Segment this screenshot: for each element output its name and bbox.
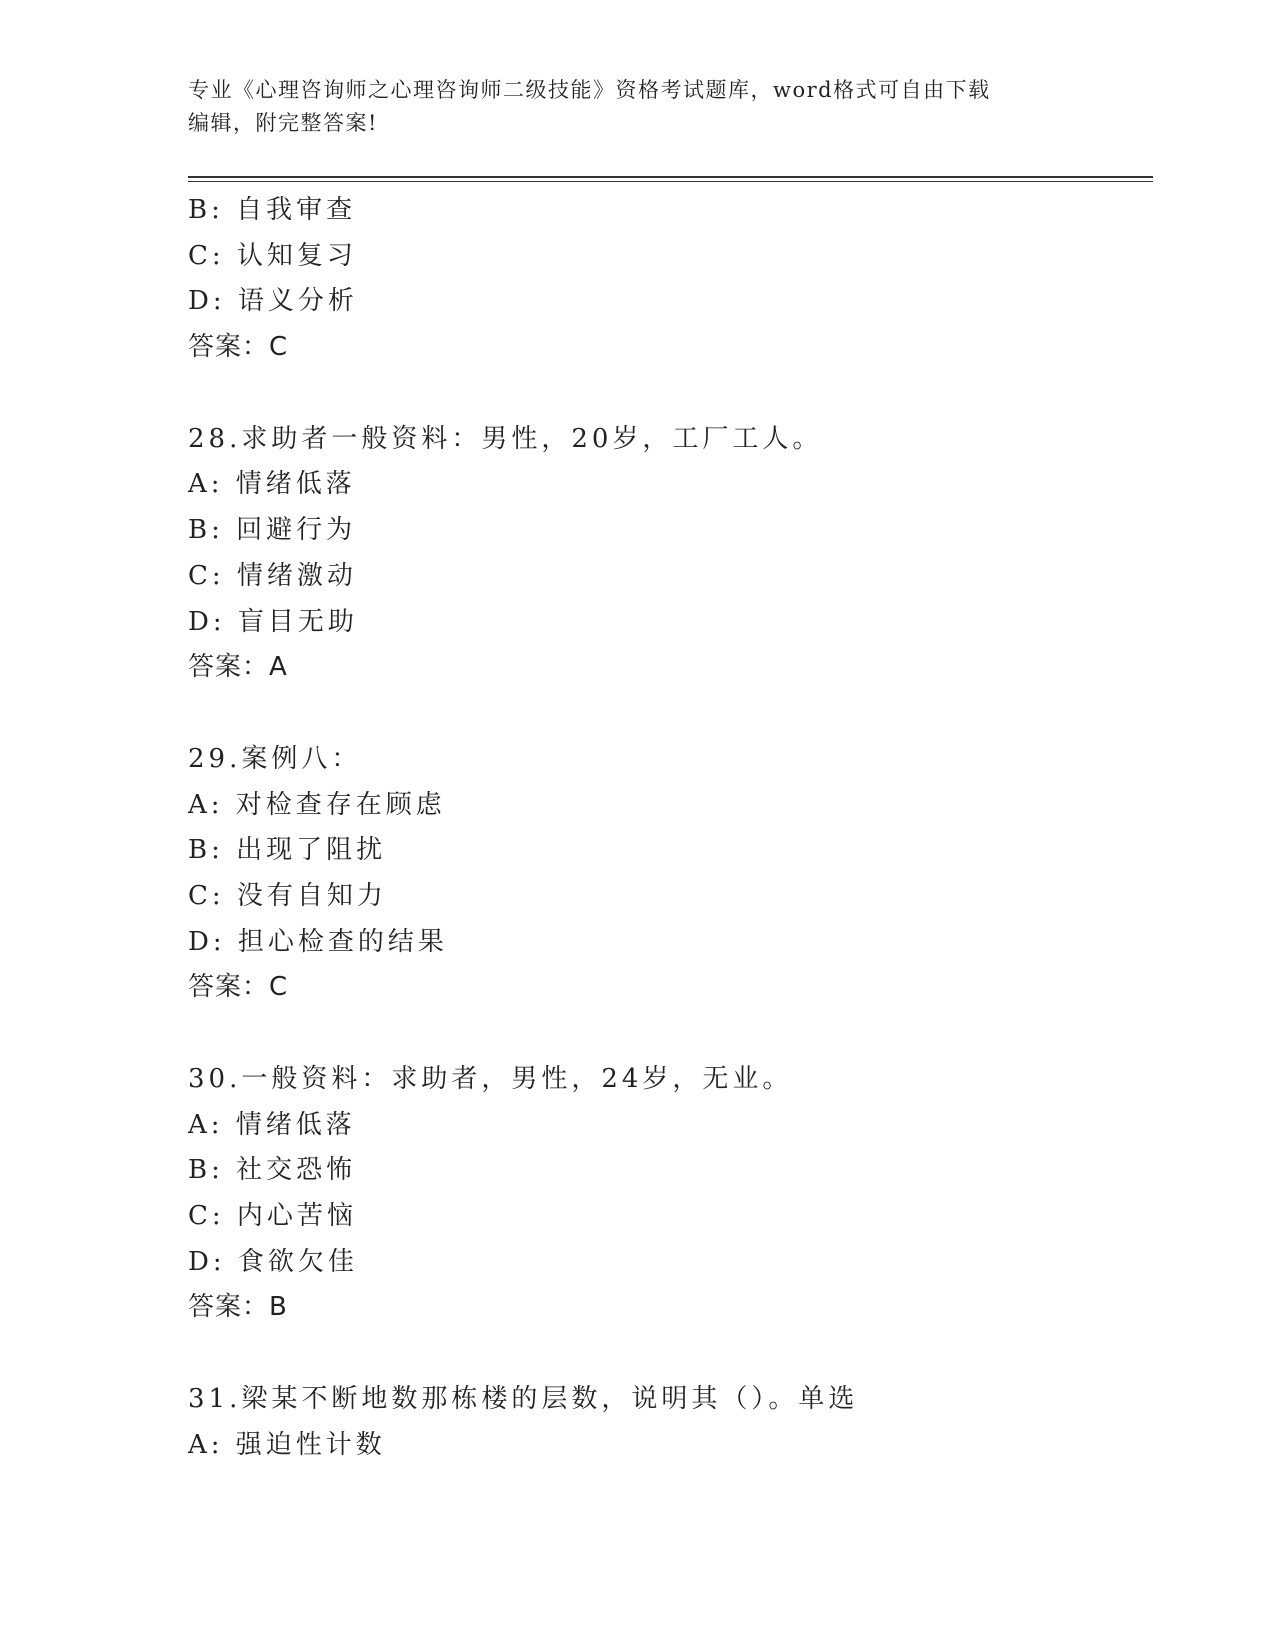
- question-text: 30.一般资料：求助者，男性，24岁，无业。: [188, 1064, 793, 1094]
- question-block-30: [188, 1057, 1153, 1331]
- question-text: 29.案例八：: [188, 743, 362, 774]
- question-block-29: [188, 737, 1153, 1011]
- option-c: C: 情绪激动: [188, 560, 357, 591]
- option-b: B: 回避行为: [188, 515, 357, 546]
- answer-line: 答案：C: [188, 972, 289, 1003]
- header-line-2: 编辑，附完整答案!: [188, 111, 378, 135]
- spacer: [188, 1331, 1153, 1377]
- option-d: D: 语义分析: [188, 286, 358, 317]
- option-c: C: 没有自知力: [188, 880, 387, 911]
- option-b: B: 出现了阻扰: [188, 835, 387, 866]
- spacer: [188, 1011, 1153, 1057]
- option-c: C: 内心苦恼: [188, 1201, 357, 1232]
- option-c: C: 认知复习: [188, 240, 357, 271]
- spacer: [188, 691, 1153, 737]
- question-text: 28.求助者一般资料：男性，20岁，工厂工人。: [188, 423, 823, 454]
- question-block-27: [188, 188, 1153, 371]
- question-list: [188, 188, 1153, 1469]
- option-a: A: 情绪低落: [188, 1109, 356, 1140]
- option-b: B: 社交恐怖: [188, 1155, 357, 1186]
- option-d: D: 盲目无助: [188, 606, 358, 637]
- question-text: 31.梁某不断地数那栋楼的层数，说明其（）。单选: [188, 1384, 859, 1415]
- document-header: [188, 74, 1068, 140]
- header-line-1: 专业《心理咨询师之心理咨询师二级技能》资格考试题库，word格式可自由下载: [188, 78, 991, 102]
- spacer: [188, 371, 1153, 417]
- option-d: D: 食欲欠佳: [188, 1246, 358, 1277]
- header-divider-thick: [188, 176, 1153, 178]
- option-a: A: 强迫性计数: [188, 1429, 386, 1460]
- option-b: B: 自我审查: [188, 195, 357, 225]
- option-a: A: 情绪低落: [188, 469, 356, 500]
- answer-line: 答案：B: [188, 1292, 288, 1323]
- answer-line: 答案：A: [188, 652, 288, 683]
- header-divider-thin: [188, 181, 1153, 182]
- option-d: D: 担心检查的结果: [188, 926, 448, 957]
- option-a: A: 对检查存在顾虑: [188, 789, 446, 820]
- answer-line: 答案：C: [188, 332, 289, 363]
- question-block-28: [188, 417, 1153, 691]
- question-block-31: [188, 1377, 1153, 1468]
